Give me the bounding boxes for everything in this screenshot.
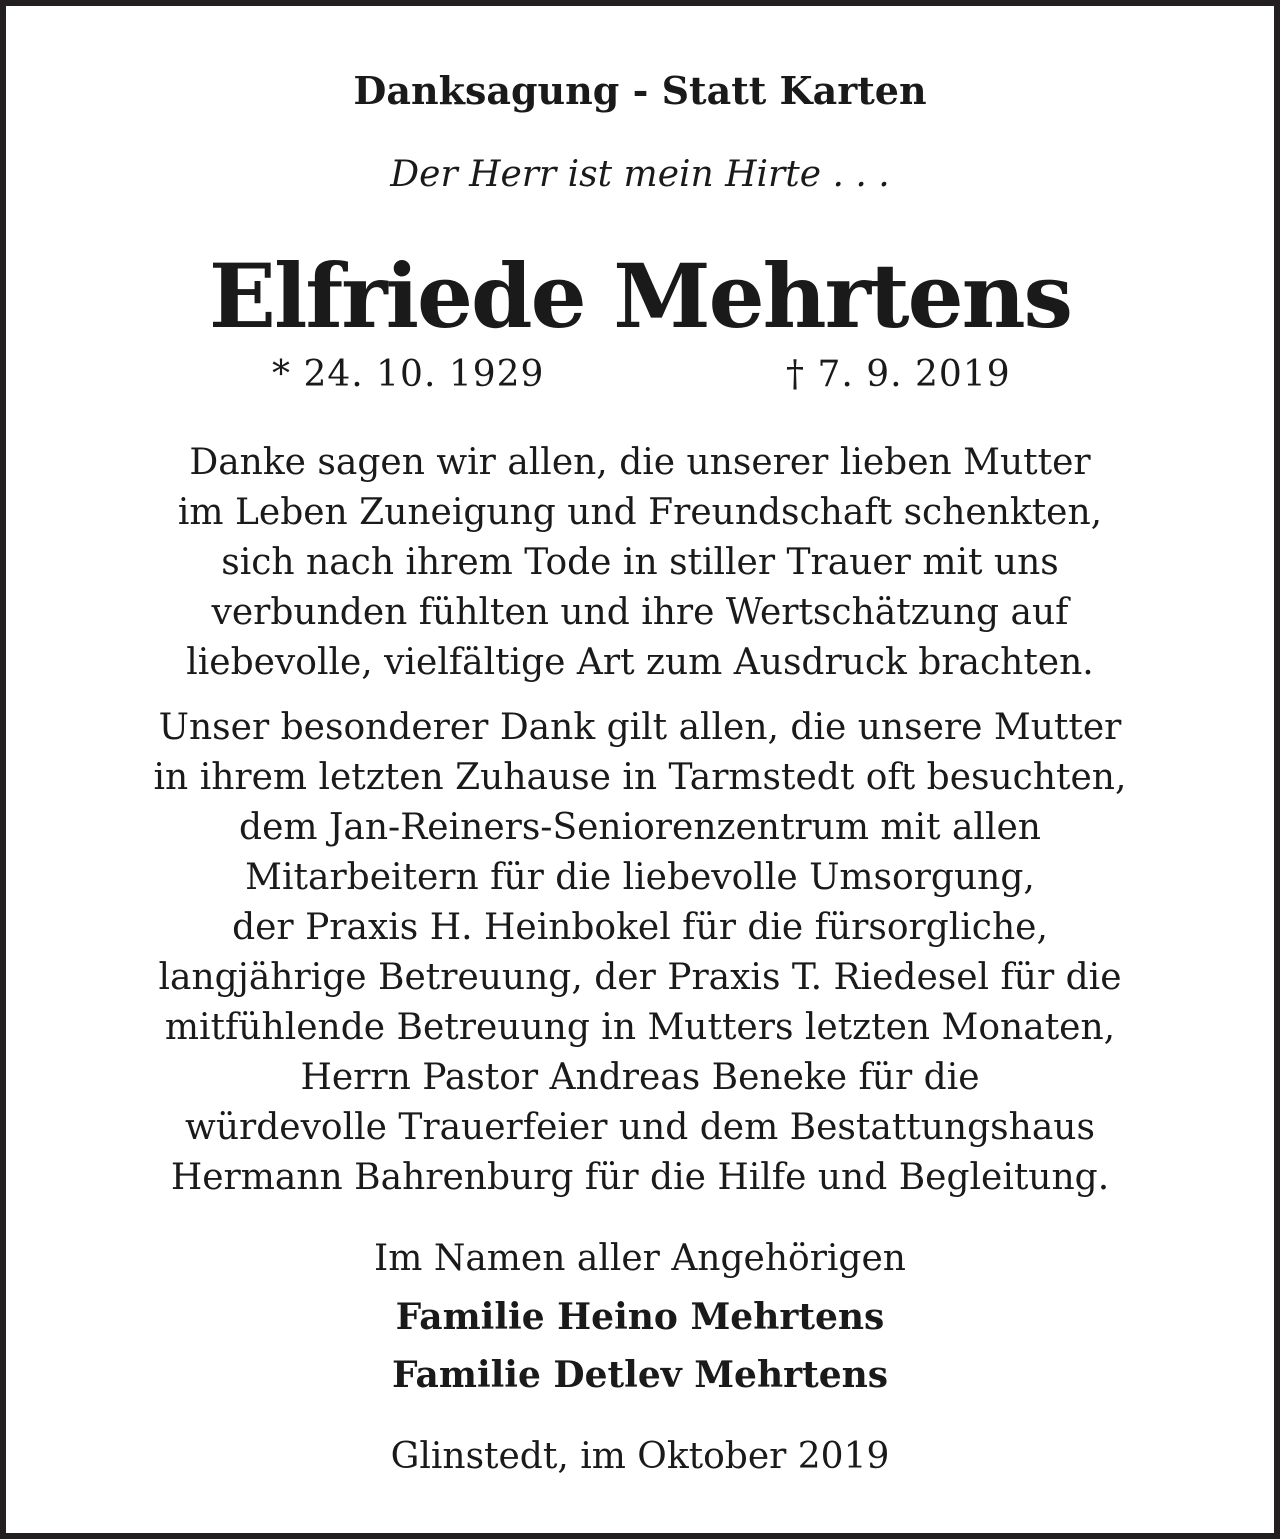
paragraph-line: verbunden fühlten und ihre Wertschätzung auf bbox=[211, 592, 1069, 633]
notice-heading: Danksagung - Statt Karten bbox=[353, 68, 927, 113]
birth-date: * 24. 10. 1929 bbox=[272, 354, 545, 395]
paragraph-line: mitfühlende Betreuung in Mutters letzten Monaten, bbox=[164, 1007, 1116, 1048]
thanks-paragraph-2 bbox=[6, 703, 1274, 1203]
paragraph-line: der Praxis H. Heinbokel für die fürsorgliche, bbox=[232, 907, 1048, 948]
deceased-name: Elfriede Mehrtens bbox=[208, 244, 1072, 348]
closing-line: Im Namen aller Angehörigen bbox=[374, 1238, 906, 1279]
paragraph-line: Herrn Pastor Andreas Beneke für die bbox=[300, 1057, 980, 1098]
death-date: † 7. 9. 2019 bbox=[786, 354, 1011, 395]
paragraph-line: sich nach ihrem Tode in stiller Trauer mit uns bbox=[221, 542, 1059, 583]
notice-motto: Der Herr ist mein Hirte . . . bbox=[390, 154, 890, 195]
place-and-date: Glinstedt, im Oktober 2019 bbox=[390, 1436, 890, 1477]
family-name-2: Familie Detlev Mehrtens bbox=[391, 1354, 889, 1396]
paragraph-line: in ihrem letzten Zuhause in Tarmstedt oft besuchten, bbox=[153, 757, 1127, 798]
paragraph-line: Danke sagen wir allen, die unserer lieben Mutter bbox=[189, 442, 1091, 483]
thanks-paragraph-1 bbox=[6, 438, 1274, 688]
paragraph-line: Hermann Bahrenburg für die Hilfe und Begleitung. bbox=[170, 1157, 1110, 1198]
paragraph-line: Unser besonderer Dank gilt allen, die unsere Mutter bbox=[158, 707, 1122, 748]
paragraph-line: würdevolle Trauerfeier und dem Bestattungshaus bbox=[185, 1107, 1095, 1148]
paragraph-line: liebevolle, vielfältige Art zum Ausdruck brachten. bbox=[186, 642, 1094, 683]
paragraph-line: im Leben Zuneigung und Freundschaft schenkten, bbox=[177, 492, 1103, 533]
paragraph-line: langjährige Betreuung, der Praxis T. Riedesel für die bbox=[158, 957, 1122, 998]
paragraph-line: Mitarbeitern für die liebevolle Umsorgung, bbox=[245, 857, 1035, 898]
paragraph-line: dem Jan-Reiners-Seniorenzentrum mit allen bbox=[239, 807, 1041, 848]
family-name-1: Familie Heino Mehrtens bbox=[395, 1296, 885, 1338]
